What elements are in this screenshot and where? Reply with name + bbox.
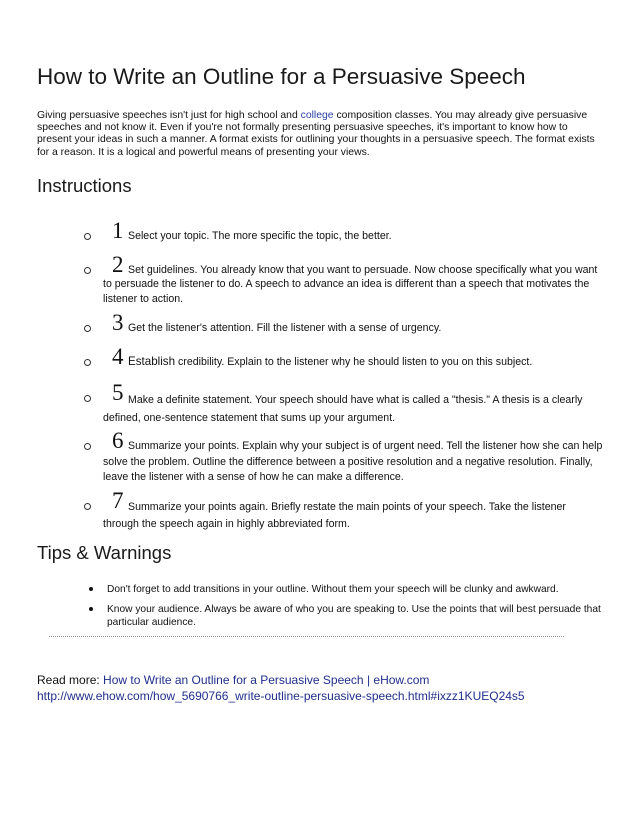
source-url-link[interactable]: http://www.ehow.com/how_5690766_write-outline-persuasive-speech.html#ixzz1KUEQ24s5 — [37, 688, 525, 703]
circle-bullet-icon — [84, 395, 91, 402]
tip-text: Know your audience. Always be aware of who you are speaking to. Use the points that will best persuade that particular audience. — [107, 604, 601, 629]
circle-bullet-icon — [84, 359, 91, 366]
intro-paragraph — [37, 110, 603, 159]
read-more-link[interactable]: How to Write an Outline for a Persuasive Speech | eHow.com — [103, 673, 430, 687]
tips-heading: Tips & Warnings — [37, 542, 172, 563]
circle-bullet-icon — [84, 267, 91, 274]
intro-text-end: composition classes. You may already give persuasive speeches and not know it. Even if you're not formally presenting persuasive speeches, it's important to know how to present your ideas in such a manner. A format exists for outlining your thoughts in a persuasive speech. The format exists for a reason. It is a logical and powerful means of presenting your views. — [37, 110, 595, 158]
step-text: Make a definite statement. Your speech should have what is called a "thesis." A thesis is a clearly defined, one-sentence statement that sums up your argument. — [103, 394, 583, 424]
step-first-word: Establish — [128, 355, 176, 368]
step-text: Get the listener's attention. Fill the listener with a sense of urgency. — [128, 322, 442, 334]
intro-text-start: Giving persuasive speeches isn't just for high school and — [37, 110, 301, 121]
read-more — [37, 673, 607, 704]
circle-bullet-icon — [84, 233, 91, 240]
read-more-label: Read more: — [37, 673, 104, 687]
step-text: Summarize your points. Explain why your subject is of urgent need. Tell the listener how she can help solve the problem. Outline the difference between a positive resolution and a negative resolution. Finally, leave the listener with a sense of how he can make a difference. — [103, 440, 603, 484]
tip-text: Don't forget to add transitions in your outline. Without them your speech will be clunky and awkward. — [107, 584, 559, 595]
step-number: 4 — [112, 344, 124, 369]
bullet-dot-icon — [89, 607, 93, 611]
step-number: 1 — [112, 218, 124, 243]
step-number: 5 — [112, 380, 124, 405]
step-number: 7 — [112, 488, 124, 513]
circle-bullet-icon — [84, 503, 91, 510]
circle-bullet-icon — [84, 325, 91, 332]
step-number: 6 — [112, 428, 124, 453]
page-title: How to Write an Outline for a Persuasive Speech — [37, 64, 526, 89]
step-text: Set guidelines. You already know that you want to persuade. Now choose specifically what you want to persuade the listener to do. A speech to advance an idea is different than a speech that motivates the listener to action. — [103, 264, 598, 305]
step-text: Summarize your points again. Briefly restate the main points of your speech. Take the listener through the speech again in highly abbreviated form. — [103, 501, 566, 530]
bullet-dot-icon — [89, 587, 93, 591]
step-number: 2 — [112, 252, 124, 277]
instructions-heading: Instructions — [37, 175, 132, 196]
step-number: 3 — [112, 310, 124, 335]
dotted-divider — [49, 636, 564, 637]
step-text — [103, 355, 604, 369]
step-text: Select your topic. The more specific the topic, the better. — [128, 230, 392, 242]
step-text-rest: credibility. Explain to the listener why he should listen to you on this subject. — [175, 356, 533, 368]
college-link[interactable]: college — [300, 110, 334, 121]
circle-bullet-icon — [84, 443, 91, 450]
